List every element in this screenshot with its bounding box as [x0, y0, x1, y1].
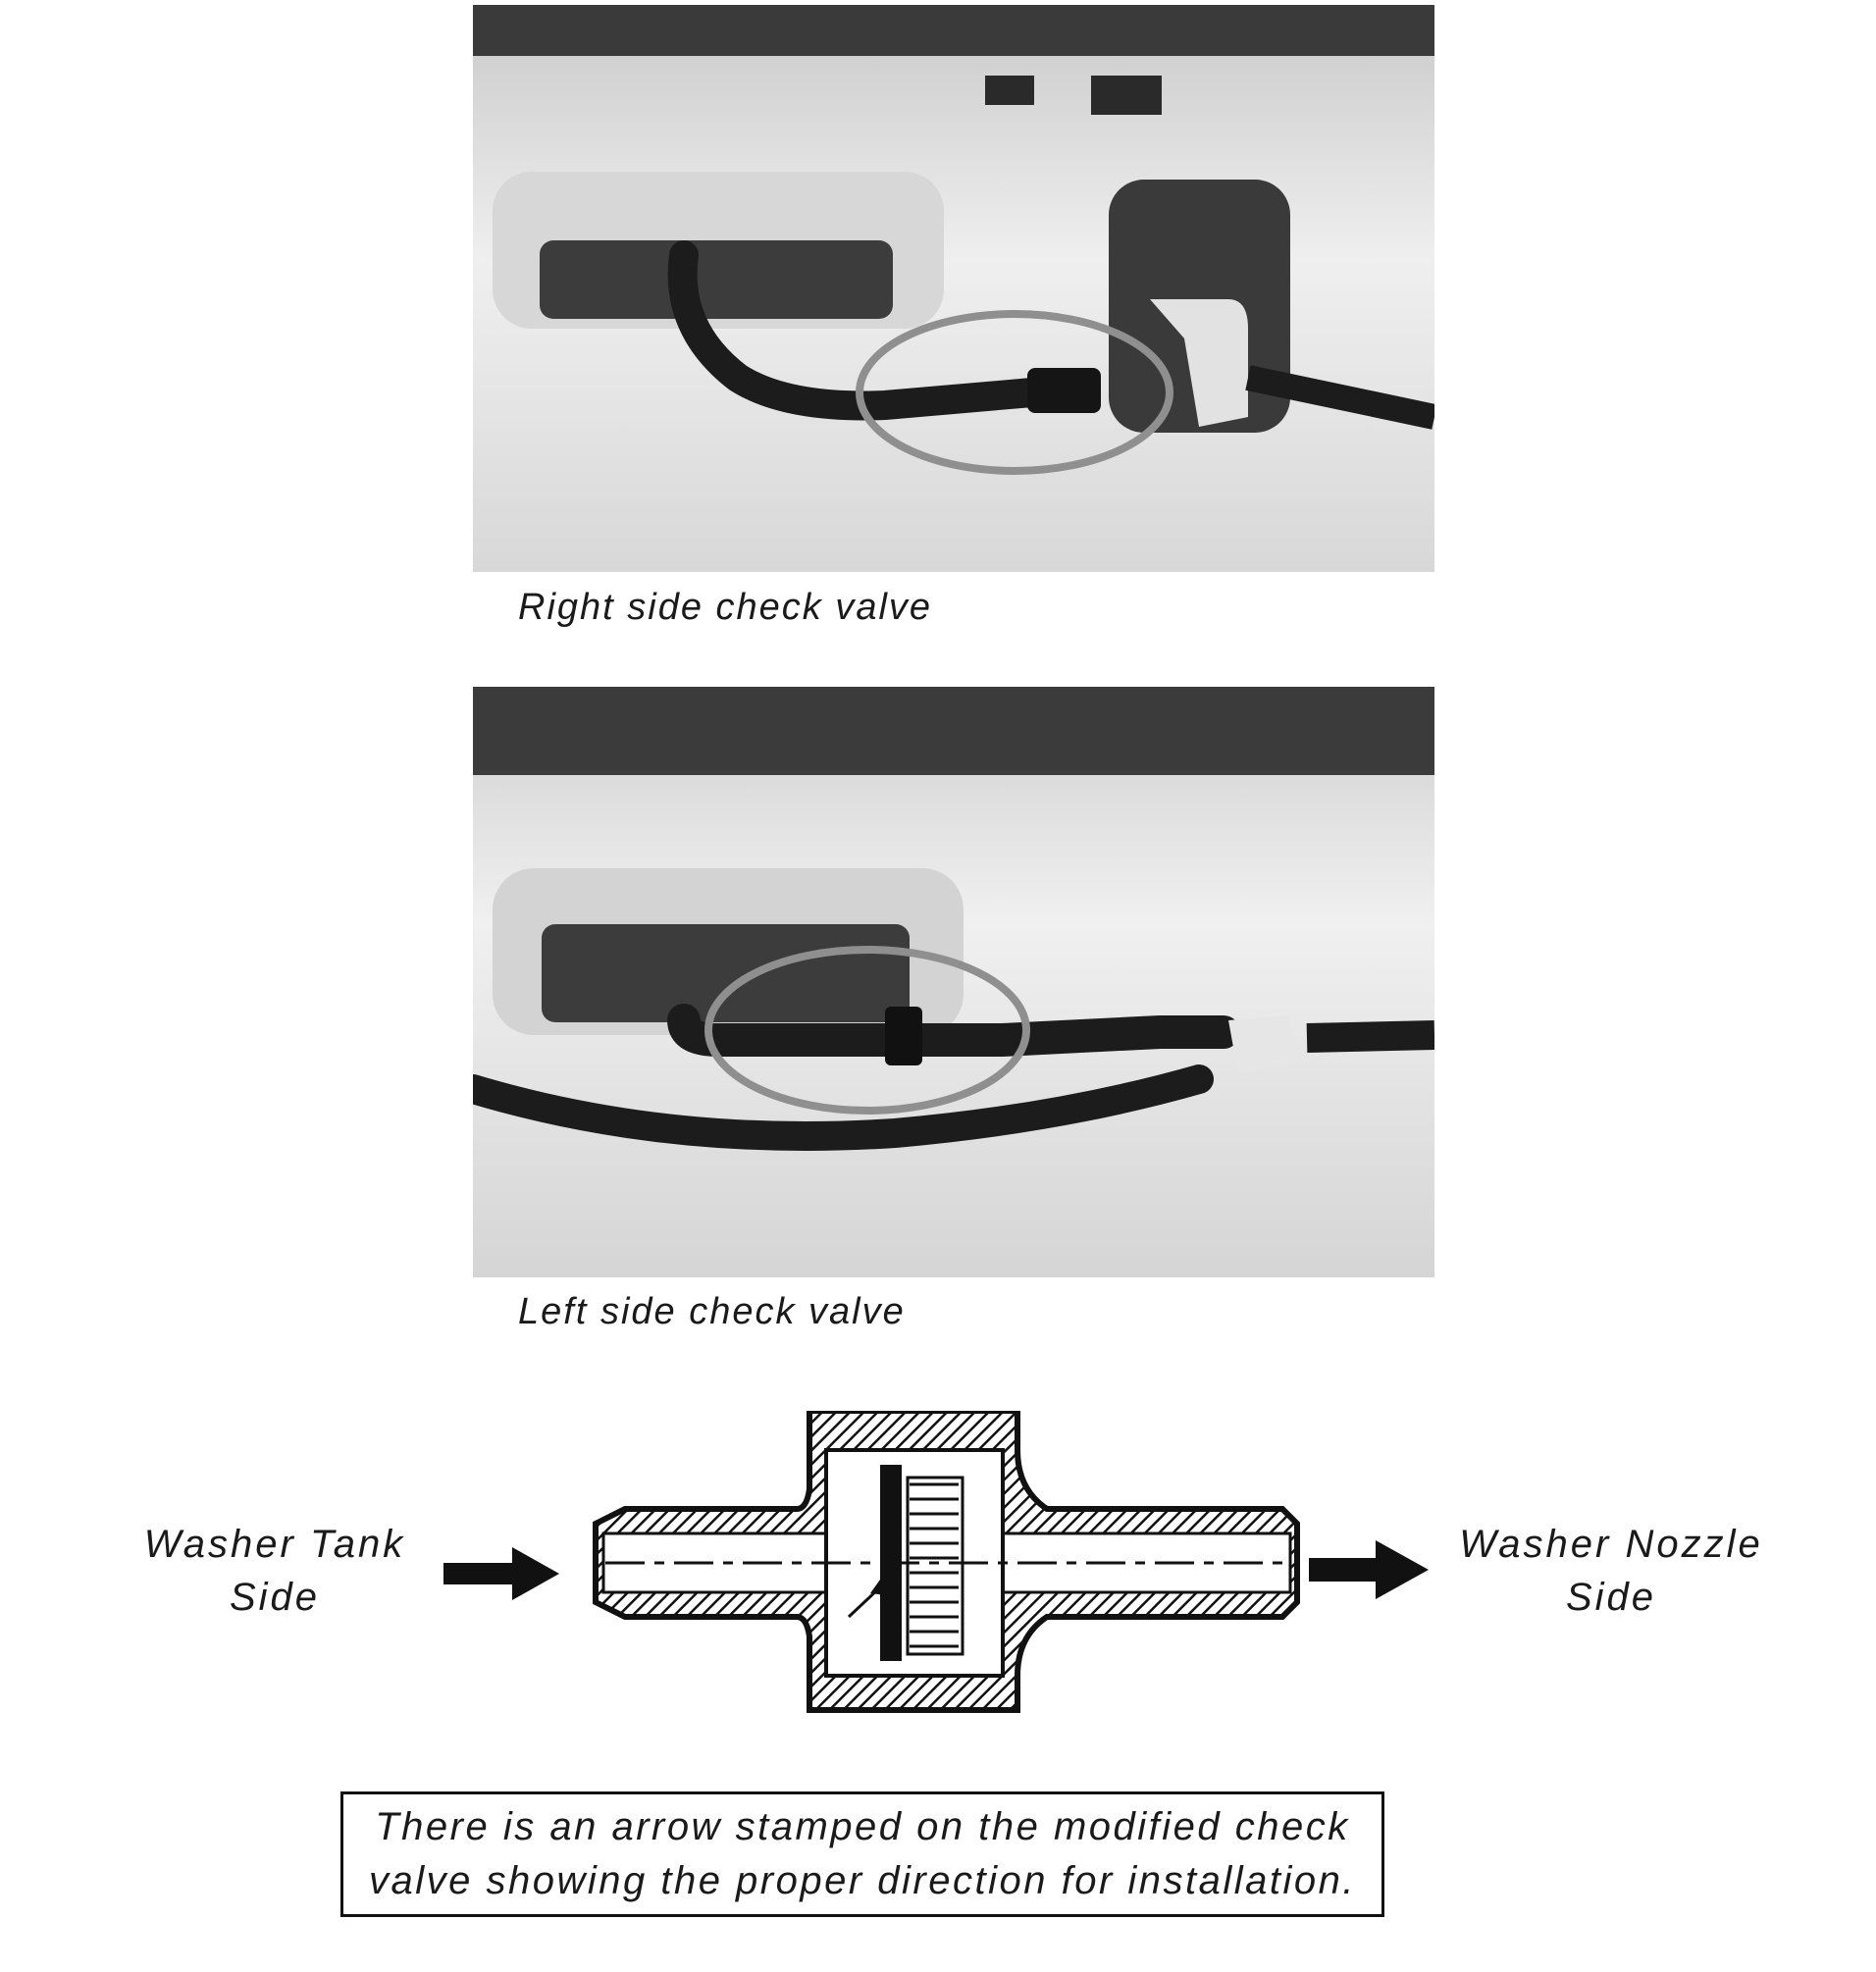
- left-side-check-valve-photo: [473, 687, 1434, 1277]
- check-valve-cross-section-diagram: [586, 1411, 1302, 1715]
- left-side-caption: Left side check valve: [518, 1291, 906, 1332]
- installation-note-text: There is an arrow stamped on the modified check valve showing the proper direction for installation.: [368, 1805, 1357, 1902]
- washer-nozzle-side-label: Washer Nozzle Side: [1459, 1523, 1763, 1619]
- right-side-check-valve-photo: [473, 5, 1434, 572]
- outlet-arrow-icon: [1309, 1540, 1429, 1599]
- washer-tank-side-label: Washer Tank Side: [143, 1523, 406, 1619]
- installation-note-box: [340, 1791, 1384, 1917]
- right-photo-illustration: [473, 5, 1434, 572]
- inlet-arrow-icon: [443, 1547, 559, 1600]
- left-photo-illustration: [473, 687, 1434, 1277]
- right-side-caption: Right side check valve: [518, 587, 933, 628]
